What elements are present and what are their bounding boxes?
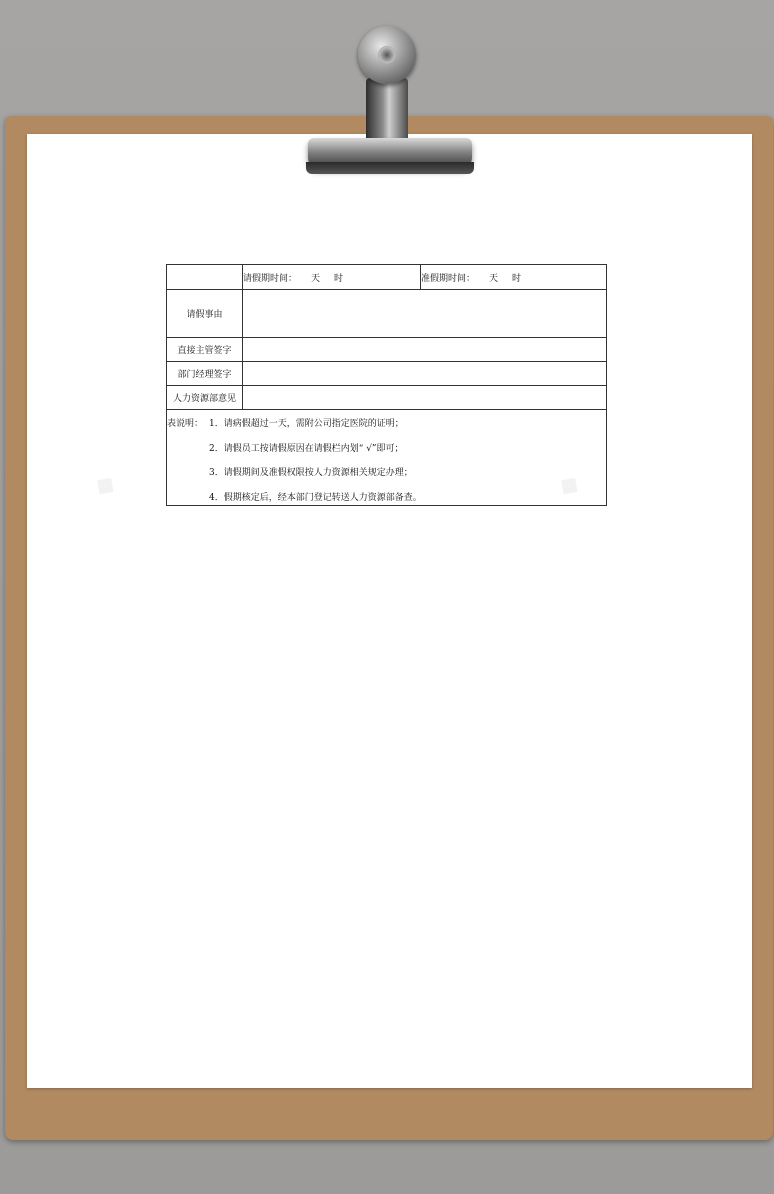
leave-period-label: 请假期时间： <box>243 273 298 284</box>
notes-heading: 表说明： <box>167 419 204 429</box>
hr-opinion-label: 人力资源部意见 <box>167 386 243 410</box>
approved-day-unit: 天 <box>489 273 499 284</box>
reason-label: 请假事由 <box>167 290 243 338</box>
notes-cell <box>167 410 607 506</box>
reason-field[interactable] <box>243 290 607 338</box>
supervisor-sign-label: 直接主管签字 <box>167 338 243 362</box>
note-item: 2．请假员工按请假原因在请假栏内划“ √”即可； <box>209 444 404 454</box>
hr-row <box>167 386 607 410</box>
note-item: 4．假期核定后，经本部门登记转送人力资源部备查。 <box>209 493 422 503</box>
leave-form-table <box>166 264 607 506</box>
approved-hour-unit: 时 <box>512 273 522 284</box>
watermark: ◆ <box>89 466 123 504</box>
blank-corner-cell <box>167 265 243 290</box>
period-row <box>167 265 607 290</box>
notes-row <box>167 410 607 506</box>
watermark: ◆ <box>553 466 587 504</box>
leave-hour-unit: 时 <box>334 273 344 284</box>
clip-ring <box>358 26 416 84</box>
binder-clip <box>296 22 486 178</box>
manager-sign-label: 部门经理签字 <box>167 362 243 386</box>
approved-period-label: 准假期时间： <box>421 273 476 284</box>
supervisor-sign-field[interactable] <box>243 338 607 362</box>
reason-row <box>167 290 607 338</box>
leave-day-unit: 天 <box>311 273 321 284</box>
note-item: 3．请假期间及准假权限按人力资源相关规定办理； <box>209 468 413 478</box>
notes-block <box>167 410 606 505</box>
approved-period-cell[interactable] <box>421 265 607 290</box>
manager-sign-field[interactable] <box>243 362 607 386</box>
leave-period-cell[interactable] <box>243 265 421 290</box>
clip-lip <box>306 162 474 174</box>
supervisor-row <box>167 338 607 362</box>
manager-row <box>167 362 607 386</box>
hr-opinion-field[interactable] <box>243 386 607 410</box>
clip-ring-hole <box>378 46 396 64</box>
note-item: 1．请病假超过一天，需附公司指定医院的证明； <box>209 419 404 429</box>
